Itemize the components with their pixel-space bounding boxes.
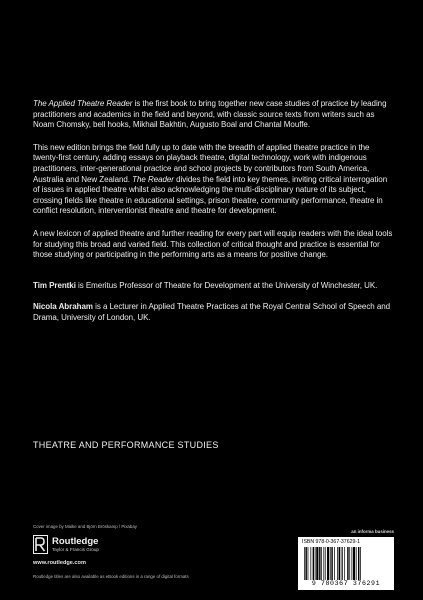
barcode-bar xyxy=(325,547,326,580)
barcode-bar xyxy=(352,547,353,580)
author-bio-text-1: is Emeritus Professor of Theatre for Development at the University of Winchester, UK. xyxy=(75,280,378,290)
barcode-bar xyxy=(331,547,332,580)
barcode-bar xyxy=(358,547,359,580)
blurb-paragraph-1 xyxy=(33,99,393,131)
barcode-bars xyxy=(304,547,388,580)
routledge-logo-icon xyxy=(33,535,48,554)
publisher-subtitle: Taylor & Francis Group xyxy=(52,546,99,552)
barcode-box xyxy=(298,537,394,590)
barcode-bar xyxy=(349,547,350,580)
author-bio-2 xyxy=(33,302,393,323)
back-cover-text xyxy=(33,99,393,335)
barcode-bar xyxy=(319,547,320,580)
barcode-bar xyxy=(344,547,345,580)
barcode-bar xyxy=(356,547,357,580)
barcode-bar xyxy=(341,547,342,580)
barcode-bar xyxy=(323,547,324,580)
publisher-block xyxy=(33,535,99,554)
barcode-bar xyxy=(321,547,322,580)
blurb-paragraph-3: A new lexicon of applied theatre and further reading for every part will equip readers with the ideal tools for studying this broad and varied field. This collection of critical thought and practice is essential for those studying or participating in the performing arts as a means for positive change. xyxy=(33,228,393,260)
barcode-bar xyxy=(313,547,314,580)
blurb-paragraph-2-text-a: This new edition brings the field fully up to date with the breadth of applied theatre practice in the twenty-first century, adding essays on playback theatre, digital technology, work with indigenous practitioners, inter-generational practice and school projects by contributors from South America, Australia and New Zealand. xyxy=(33,142,370,184)
barcode-bar xyxy=(310,547,311,580)
barcode-bar xyxy=(347,547,348,580)
series-label: THEATRE AND PERFORMANCE STUDIES xyxy=(33,440,219,450)
reader-title: The Reader xyxy=(132,174,174,184)
barcode-bar xyxy=(342,547,343,580)
ebook-note: Routledge titles are also available as eBook editions in a range of digital formats xyxy=(33,574,189,579)
barcode-bar xyxy=(339,547,340,580)
barcode-digits: 9 780367 376291 xyxy=(311,580,381,587)
publisher-url[interactable]: www.routledge.com xyxy=(33,560,86,566)
author-name-1: Tim Prentki xyxy=(33,280,76,290)
barcode-bar xyxy=(353,547,355,580)
barcode-bar xyxy=(304,547,305,580)
author-bio-text-2: is a Lecturer in Applied Theatre Practices at the Royal Central School of Speech and Drama, University of London, UK. xyxy=(33,302,391,322)
isbn-text: ISBN 978-0-367-37629-1 xyxy=(302,539,360,545)
publisher-name: Routledge xyxy=(52,535,99,547)
blurb-paragraph-1-text: is the first book to bring together new case studies of practice by leading practitioners and academics in the field and beyond, with classic source texts from writers such as Noam Chomsky, bell hooks, Mikhail Bakhtin, Augusto Boal and Chantal Mouffe. xyxy=(33,99,387,130)
barcode-bar xyxy=(334,547,335,580)
barcode-bar xyxy=(327,547,329,580)
book-title: The Applied Theatre Reader xyxy=(33,99,133,108)
barcode-area xyxy=(298,529,394,591)
barcode-bar xyxy=(315,547,316,580)
barcode-bar xyxy=(360,547,361,580)
barcode-bar xyxy=(305,547,306,580)
cover-image-credit: Cover image by Maike and Björn Bröskamp / Pixabay xyxy=(33,524,137,529)
author-bio-1 xyxy=(33,281,393,292)
barcode-bar xyxy=(330,547,331,580)
author-name-2: Nicola Abraham xyxy=(33,302,93,312)
barcode-bar xyxy=(308,547,309,580)
barcode-bar xyxy=(316,547,318,580)
blurb-paragraph-2 xyxy=(33,143,393,217)
informa-label: an informa business xyxy=(351,529,394,534)
barcode-bar xyxy=(337,547,338,580)
blurb-paragraph-2-text-b: divides the field into key themes, inviting critical interrogation of issues in applied theatre whilst also acknowledging the multi-disciplinary nature of its subject, crossing fields like theatre in educational settings, prison theatre, community performance, theatre in conflict resolution, interventionist theatre and theatre for development. xyxy=(33,174,388,216)
